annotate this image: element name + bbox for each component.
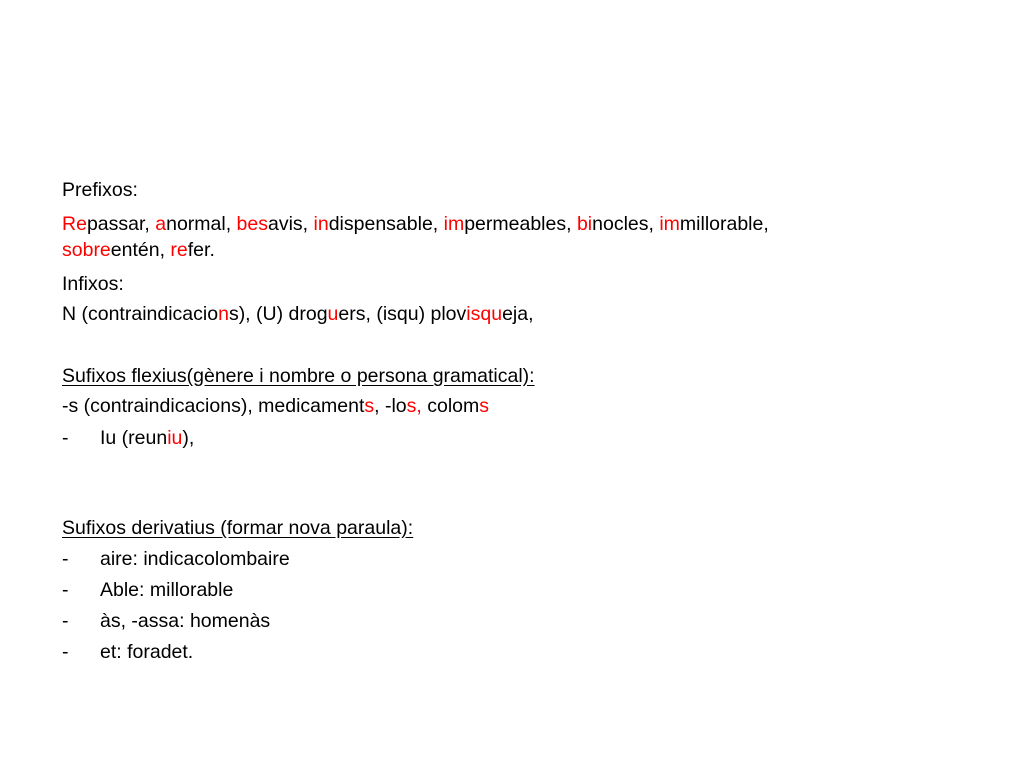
- text-segment: aire: indicacolombaire: [100, 548, 290, 570]
- text-segment: Sufixos flexius(gènere i nombre o persona gramatical):: [62, 365, 535, 387]
- text-segment: -s (contraindicacions), medicament: [62, 395, 365, 417]
- list-dash: -: [62, 610, 69, 632]
- text-segment: permeables,: [464, 213, 577, 235]
- text-segment: , -lo: [374, 395, 407, 417]
- list-item-able: [62, 577, 233, 603]
- list-item-iu: [62, 425, 194, 451]
- text-segment: et: foradet.: [100, 641, 194, 663]
- text-segment: dispensable,: [328, 213, 444, 235]
- text-segment: às, -assa: homenàs: [100, 610, 271, 632]
- prefix-highlight: a: [155, 213, 167, 235]
- text-segment: passar,: [86, 213, 156, 235]
- heading-sufixos-derivatius: [62, 515, 413, 541]
- list-dash: -: [62, 579, 69, 601]
- heading-sufixos-flexius: [62, 363, 535, 389]
- text-segment: ),: [182, 427, 195, 449]
- text-segment: fer.: [187, 239, 215, 261]
- text-segment: Sufixos derivatius (formar nova paraula):: [62, 517, 414, 539]
- suffix-highlight: iu: [167, 427, 183, 449]
- infix-highlight: isqu: [466, 303, 503, 325]
- heading-infixos: [62, 271, 124, 297]
- text-segment: s), (U) drog: [228, 303, 328, 325]
- list-item-et: [62, 639, 193, 665]
- heading-prefixos: [62, 177, 138, 203]
- prefix-highlight: im: [443, 213, 465, 235]
- infix-highlight: u: [327, 303, 339, 325]
- text-segment: N (contraindicacio: [62, 303, 219, 325]
- text-segment: Able: millorable: [100, 579, 234, 601]
- text-segment: ers, (isqu) plov: [338, 303, 467, 325]
- prefix-highlight: im: [659, 213, 680, 235]
- prefix-examples-line-2: [62, 237, 215, 263]
- flexive-suffix-examples: [62, 393, 489, 419]
- text-segment: avis,: [268, 213, 314, 235]
- text-segment: eja,: [502, 303, 534, 325]
- list-dash: -: [62, 427, 69, 449]
- text-segment: nocles,: [592, 213, 660, 235]
- infix-highlight: n: [218, 303, 229, 325]
- text-segment: millorable,: [679, 213, 769, 235]
- prefix-highlight: sobre: [62, 239, 111, 261]
- text-segment: colom: [421, 395, 480, 417]
- text-segment: Prefixos:: [62, 179, 138, 201]
- text-segment: normal,: [166, 213, 237, 235]
- list-item-as: [62, 608, 270, 634]
- list-dash: -: [62, 548, 69, 570]
- prefix-highlight: bes: [236, 213, 268, 235]
- suffix-highlight: s: [364, 395, 375, 417]
- prefix-highlight: re: [170, 239, 188, 261]
- list-dash: -: [62, 641, 69, 663]
- suffix-highlight: s,: [406, 395, 422, 417]
- prefix-highlight: Re: [62, 213, 87, 235]
- prefix-highlight: in: [313, 213, 329, 235]
- prefix-highlight: bi: [576, 213, 593, 235]
- prefix-examples-line-1: [62, 211, 769, 237]
- list-item-aire: [62, 546, 290, 572]
- suffix-highlight: s: [479, 395, 489, 417]
- infix-examples: [62, 301, 534, 327]
- text-segment: Iu (reun: [100, 427, 168, 449]
- text-segment: entén,: [110, 239, 171, 261]
- text-segment: Infixos:: [62, 273, 124, 295]
